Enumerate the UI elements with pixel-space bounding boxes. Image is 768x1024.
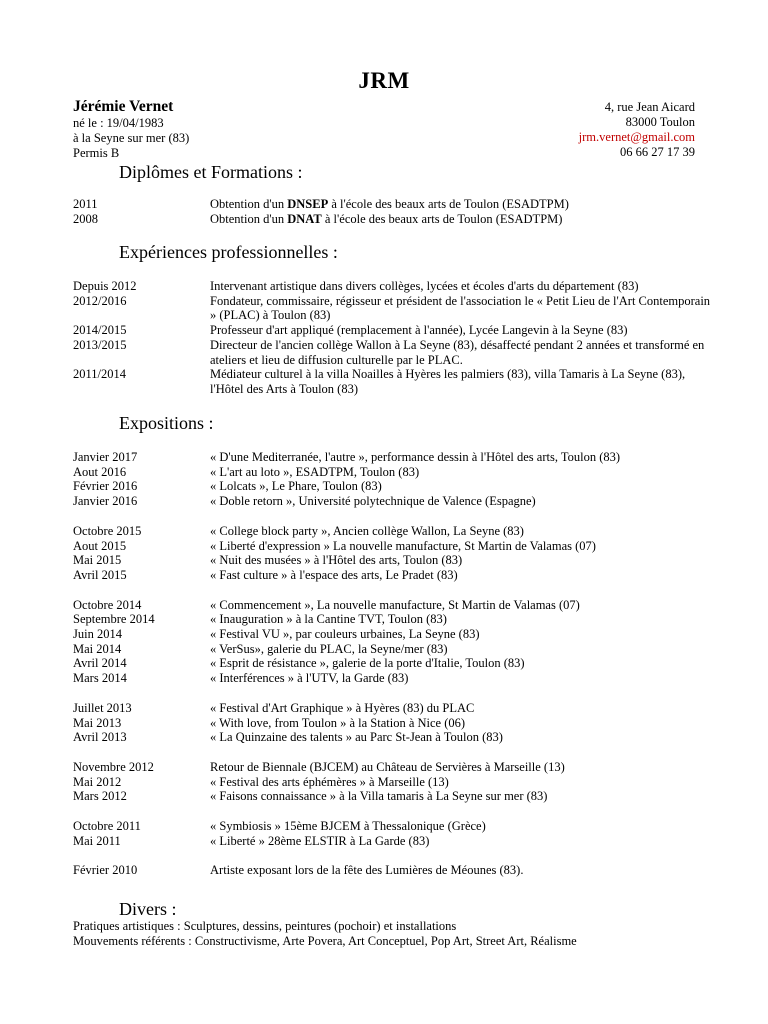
- diploma-text: Obtention d'un DNAT à l'école des beaux arts de Toulon (ESADTPM): [210, 211, 563, 226]
- exhibition-date: Octobre 2015: [73, 523, 142, 538]
- group-spacer: [73, 745, 713, 760]
- driving-license: Permis B: [73, 146, 120, 160]
- experience-date: 2012/2016: [73, 293, 127, 308]
- exhibition-date: Juin 2014: [73, 627, 122, 642]
- exhibition-date: Avril 2014: [73, 656, 127, 671]
- diploma-row: [73, 197, 713, 212]
- exhibition-date: Aout 2016: [73, 464, 127, 479]
- exhibition-date: Mars 2012: [73, 789, 127, 804]
- misc-practices: Pratiques artistiques : Sculptures, dessins, peintures (pochoir) et installations: [73, 919, 457, 933]
- exhibition-row: [73, 775, 713, 790]
- misc-block: [73, 919, 577, 948]
- exhibition-date: Aout 2015: [73, 538, 127, 553]
- diploma-list: [73, 197, 713, 226]
- exhibition-date: Novembre 2012: [73, 759, 154, 774]
- exhibition-text: « D'une Mediterranée, l'autre », performance dessin à l'Hôtel des arts, Toulon (83): [210, 450, 621, 464]
- experience-row: [73, 279, 713, 294]
- experience-row: [73, 367, 713, 396]
- diploma-date: 2008: [73, 211, 98, 226]
- exhibition-text: « Lolcats », Le Phare, Toulon (83): [210, 479, 382, 494]
- experience-date: 2013/2015: [73, 337, 127, 352]
- exhibition-date: Juillet 2013: [73, 700, 132, 715]
- exhibition-row: [73, 539, 713, 554]
- exhibition-text: « Inauguration » à la Cantine TVT, Toulon (83): [210, 612, 447, 627]
- experience-row: [73, 294, 713, 323]
- group-spacer: [73, 686, 713, 701]
- exhibition-date: Février 2010: [73, 863, 138, 878]
- exhibition-row: [73, 716, 713, 731]
- exhibition-date: Avril 2013: [73, 730, 127, 745]
- phone-number: 06 66 27 17 39: [620, 145, 695, 159]
- experience-text: Médiateur culturel à la villa Noailles à Hyères les palmiers (83), villa Tamaris à La Seyne (83), l'Hôtel des Arts à Toulon (83): [210, 367, 686, 396]
- misc-movements: Mouvements référents : Constructivisme, Arte Povera, Art Conceptuel, Pop Art, Street Art, Réalisme: [73, 933, 577, 948]
- experience-text: Professeur d'art appliqué (remplacement à l'année), Lycée Langevin à la Seyne (83): [210, 323, 628, 338]
- group-spacer: [73, 583, 713, 598]
- exhibition-row: [73, 465, 713, 480]
- exhibition-row: [73, 524, 713, 539]
- exhibition-text: « College block party », Ancien collège Wallon, La Seyne (83): [210, 523, 524, 538]
- exhibition-row: [73, 834, 713, 849]
- exhibition-row: [73, 479, 713, 494]
- exhibition-text: « La Quinzaine des talents » au Parc St-Jean à Toulon (83): [210, 730, 503, 745]
- exhibition-date: Octobre 2014: [73, 597, 142, 612]
- exhibition-text: « Doble retorn », Université polytechnique de Valence (Espagne): [210, 494, 536, 509]
- exhibition-text: « Nuit des musées » à l'Hôtel des arts, Toulon (83): [210, 553, 463, 568]
- experience-text: Directeur de l'ancien collège Wallon à La Seyne (83), désaffecté pendant 2 années et transformé en ateliers et lieu de diffusion culturelle par le PLAC.: [210, 337, 705, 367]
- contact-block: [579, 100, 695, 160]
- exhibition-text: « Commencement », La nouvelle manufacture, St Martin de Valamas (07): [210, 597, 580, 612]
- experience-date: 2014/2015: [73, 323, 127, 338]
- exhibition-date: Janvier 2017: [73, 450, 138, 464]
- section-title-exhibitions: Expositions :: [119, 413, 214, 433]
- exhibition-text: « Faisons connaissance » à la Villa tamaris à La Seyne sur mer (83): [210, 789, 548, 804]
- exhibition-text: « Esprit de résistance », galerie de la porte d'Italie, Toulon (83): [210, 656, 525, 671]
- exhibition-text: Retour de Biennale (BJCEM) au Château de Servières à Marseille (13): [210, 759, 565, 774]
- exhibition-text: « With love, from Toulon » à la Station à Nice (06): [210, 715, 466, 730]
- exhibition-text: « Fast culture » à l'espace des arts, Le Pradet (83): [210, 567, 458, 582]
- group-spacer: [73, 509, 713, 524]
- exhibition-date: Mars 2014: [73, 671, 127, 686]
- birth-date: né le : 19/04/1983: [73, 116, 164, 130]
- email-link[interactable]: jrm.vernet@gmail.com: [578, 130, 695, 144]
- exhibition-date: Octobre 2011: [73, 819, 141, 834]
- exhibition-text: « VerSus», galerie du PLAC, la Seyne/mer (83): [210, 641, 448, 656]
- exhibition-text: « Festival des arts éphémères » à Marseille (13): [210, 774, 449, 789]
- exhibition-row: [73, 819, 713, 834]
- exhibition-text: « Liberté » 28ème ELSTIR à La Garde (83): [210, 833, 430, 848]
- exhibition-text: Artiste exposant lors de la fête des Lumières de Méounes (83).: [210, 863, 524, 878]
- birth-place: à la Seyne sur mer (83): [73, 131, 190, 145]
- exhibition-row: [73, 612, 713, 627]
- exhibition-row: [73, 760, 713, 775]
- address-line-1: 4, rue Jean Aicard: [604, 100, 695, 114]
- logo-text: JRM: [358, 68, 410, 93]
- address-line-2: 83000 Toulon: [625, 115, 695, 129]
- experience-list: [73, 279, 713, 397]
- exhibition-row: [73, 598, 713, 613]
- diploma-row: [73, 212, 713, 227]
- exhibition-row: [73, 730, 713, 745]
- exhibition-row: [73, 789, 713, 804]
- exhibition-date: Mai 2015: [73, 553, 122, 568]
- section-title-misc: Divers :: [119, 899, 177, 919]
- experience-date: Depuis 2012: [73, 279, 137, 293]
- exhibition-date: Janvier 2016: [73, 494, 138, 509]
- exhibition-text: « Festival VU », par couleurs urbaines, La Seyne (83): [210, 627, 480, 642]
- exhibition-row: [73, 627, 713, 642]
- exhibition-row: [73, 671, 713, 686]
- exhibition-row: [73, 450, 713, 465]
- exhibition-date: Mai 2012: [73, 774, 122, 789]
- exhibition-date: Septembre 2014: [73, 612, 155, 627]
- exhibition-row: [73, 701, 713, 716]
- identity-block: [73, 97, 189, 161]
- experience-row: [73, 323, 713, 338]
- group-spacer: [73, 848, 713, 863]
- section-title-experience: Expériences professionnelles :: [119, 242, 338, 262]
- exhibition-row: [73, 863, 713, 878]
- group-spacer: [73, 804, 713, 819]
- exhibition-date: Mai 2014: [73, 641, 122, 656]
- exhibition-text: « Festival d'Art Graphique » à Hyères (83) du PLAC: [210, 700, 475, 715]
- exhibition-row: [73, 642, 713, 657]
- exhibition-row: [73, 568, 713, 583]
- exhibition-row: [73, 656, 713, 671]
- exhibition-row: [73, 553, 713, 568]
- diploma-text: Obtention d'un DNSEP à l'école des beaux arts de Toulon (ESADTPM): [210, 197, 569, 211]
- exhibition-text: « Liberté d'expression » La nouvelle manufacture, St Martin de Valamas (07): [210, 538, 596, 553]
- exhibition-row: [73, 494, 713, 509]
- experience-row: [73, 338, 713, 367]
- exhibition-text: « Symbiosis » 15ème BJCEM à Thessalonique (Grèce): [210, 819, 486, 834]
- full-name: Jérémie Vernet: [73, 98, 174, 115]
- experience-date: 2011/2014: [73, 367, 127, 382]
- exhibition-text: « Interférences » à l'UTV, la Garde (83): [210, 671, 409, 686]
- experience-text: Intervenant artistique dans divers collèges, lycées et écoles d'arts du département (83): [210, 279, 639, 293]
- experience-text: Fondateur, commissaire, régisseur et président de l'association le « Petit Lieu de l'Art Contemporain » (PLAC) à Toulon (83): [210, 293, 711, 323]
- diploma-date: 2011: [73, 197, 98, 211]
- exhibition-text: « L'art au loto », ESADTPM, Toulon (83): [210, 464, 420, 479]
- exhibition-date: Avril 2015: [73, 567, 127, 582]
- exhibition-date: Février 2016: [73, 479, 138, 494]
- section-title-diplomas: Diplômes et Formations :: [119, 162, 303, 182]
- exhibition-date: Mai 2013: [73, 715, 122, 730]
- exhibition-date: Mai 2011: [73, 833, 121, 848]
- exhibition-list: [73, 450, 713, 878]
